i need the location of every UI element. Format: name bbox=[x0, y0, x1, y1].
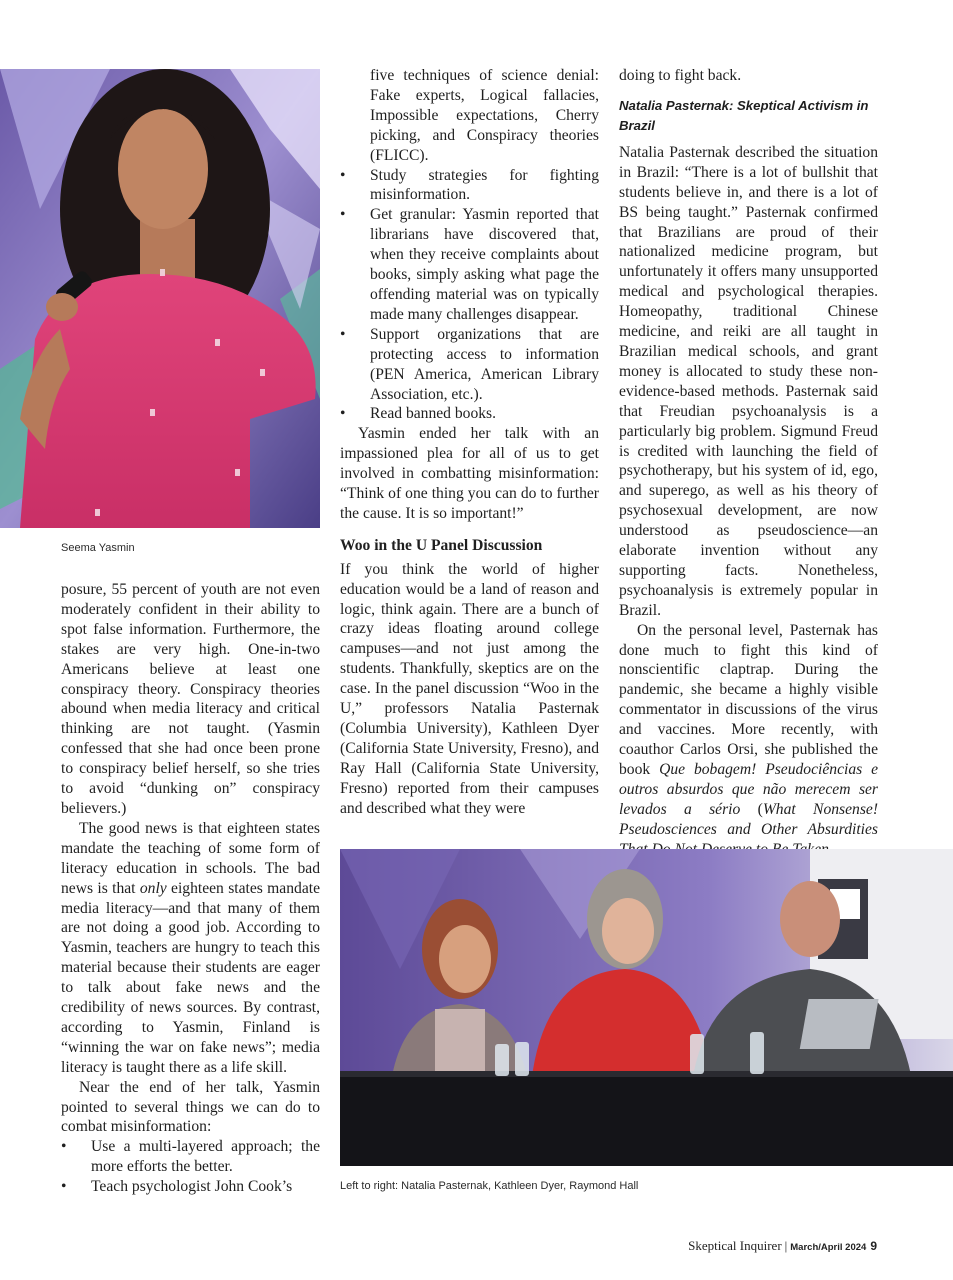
paragraph: Natalia Pasternak described the situation in Brazil: “There is a lot of bullshit that students believe in, and there is a lot of BS being taught.” Pasternak confirmed that Brazilians are proud of their nationalized medicine program, but unfortunately it offers many unsupported medical and psychological therapies. Homeopathy, traditional Chinese medicine, and reiki are all taught in Brazilian medical schools, and grant money is allocated to study these non-evidence-based methods. Pasternak said that Freudian psychoanalysis is a particularly big problem. Sigmund Freud is credited with launching the field of psychotherapy, but his system of id, ego, and superego, as well as his theory of psychosexual development, are now understood as pseudoscience—an elaborate invention without any supporting facts. Nonetheless, psychoanalysis is extremely popular in Brazil. bbox=[619, 143, 878, 619]
speaker-photo-caption: Seema Yasmin bbox=[61, 542, 135, 554]
subsection-heading: Natalia Pasternak: Skeptical Activism in Brazil bbox=[619, 97, 869, 133]
list-item: • Support organizations that are protecting access to information (PEN America, American Library Association, etc.). bbox=[340, 325, 599, 405]
page-footer bbox=[688, 1238, 877, 1254]
page-number: 9 bbox=[870, 1239, 877, 1253]
column-2 bbox=[340, 66, 599, 819]
paragraph: Yasmin ended her talk with an impassioned plea for all of us to get involved in combatting misinformation: “Think of one thing you can do to further the cause. It is so important!” bbox=[340, 425, 599, 522]
list-item: • Teach psychologist John Cook’s bbox=[61, 1177, 320, 1197]
list-item: • Study strategies for fighting misinformation. bbox=[340, 166, 599, 206]
panel-photo-caption: Left to right: Natalia Pasternak, Kathleen Dyer, Raymond Hall bbox=[340, 1180, 639, 1192]
magazine-name: Skeptical Inquirer bbox=[688, 1238, 782, 1253]
list-item: • Use a multi-layered approach; the more efforts the better. bbox=[61, 1137, 320, 1177]
issue-date: March/April 2024 bbox=[790, 1242, 867, 1253]
paragraph: If you think the world of higher education would be a land of reason and logic, think again. There are a bunch of crazy ideas floating around college campuses—and not just among the students. Thankfully, skeptics are on the case. In the panel discussion “Woo in the U,” professors Natalia Pasternak (Columbia University), Kathleen Dyer (California State University, Fresno), and Ray Hall (California State University, Fresno) reported from their campuses and described what they were bbox=[340, 560, 599, 817]
footer-separator: | bbox=[784, 1238, 788, 1253]
paragraph: posure, 55 percent of youth are not even moderately confident in their ability to spot false information. Furthermore, the stakes are very high. One-in-two Americans believe at least one conspiracy theory. Conspiracy theories abound when media literacy and critical thinking are not taught. (Yasmin confessed that she had once been prone to conspiracy belief herself, so she tries to avoid “dunking on” conspiracy believers.) bbox=[61, 581, 320, 817]
list-item-continuation: five techniques of science denial: Fake experts, Logical fallacies, Impossible expectations, Cherry picking, and Conspiracy theories (FLICC). bbox=[370, 67, 599, 164]
bullet-list bbox=[340, 166, 599, 425]
paragraph: The good news is that eighteen states mandate the teaching of some form of literacy education in schools. The bad news is that only eighteen states mandate media literacy—and that many of them are not doing a good job. According to Yasmin, teachers are hungry to teach this material because their students are eager to talk about fake news and the credibility of news sources. By contrast, according to Yasmin, Finland is “winning the war on fake news”; media literacy is taught there as a life skill. bbox=[61, 819, 320, 1076]
column-1 bbox=[61, 580, 320, 1197]
column-3 bbox=[619, 66, 878, 860]
bullet-list bbox=[61, 1137, 320, 1197]
list-item: • Get granular: Yasmin reported that librarians have discovered that, when they receive complaints about books, simply asking what page the offending material was on typically made many challenges disappear. bbox=[340, 205, 599, 324]
paragraph: On the personal level, Pasternak has done much to fight this kind of nonscientific claptrap. During the pandemic, she became a highly visible commentator in discussions of the virus and vaccines. More recently, with coauthor Carlos Orsi, she published the book Que bobagem! Pseudociências e outros absurdos que não merecem ser levados a sério (What Nonsense! Pseudosciences and Other Absurdities bbox=[619, 621, 879, 838]
speaker-photo bbox=[0, 69, 320, 528]
panel-photo bbox=[340, 849, 953, 1166]
list-item: • Read banned books. bbox=[340, 404, 599, 424]
section-heading: Woo in the U Panel Discussion bbox=[340, 536, 543, 554]
paragraph: Near the end of her talk, Yasmin pointed to several things we can do to combat misinformation: bbox=[61, 1078, 320, 1136]
paragraph: doing to fight back. bbox=[619, 67, 742, 84]
